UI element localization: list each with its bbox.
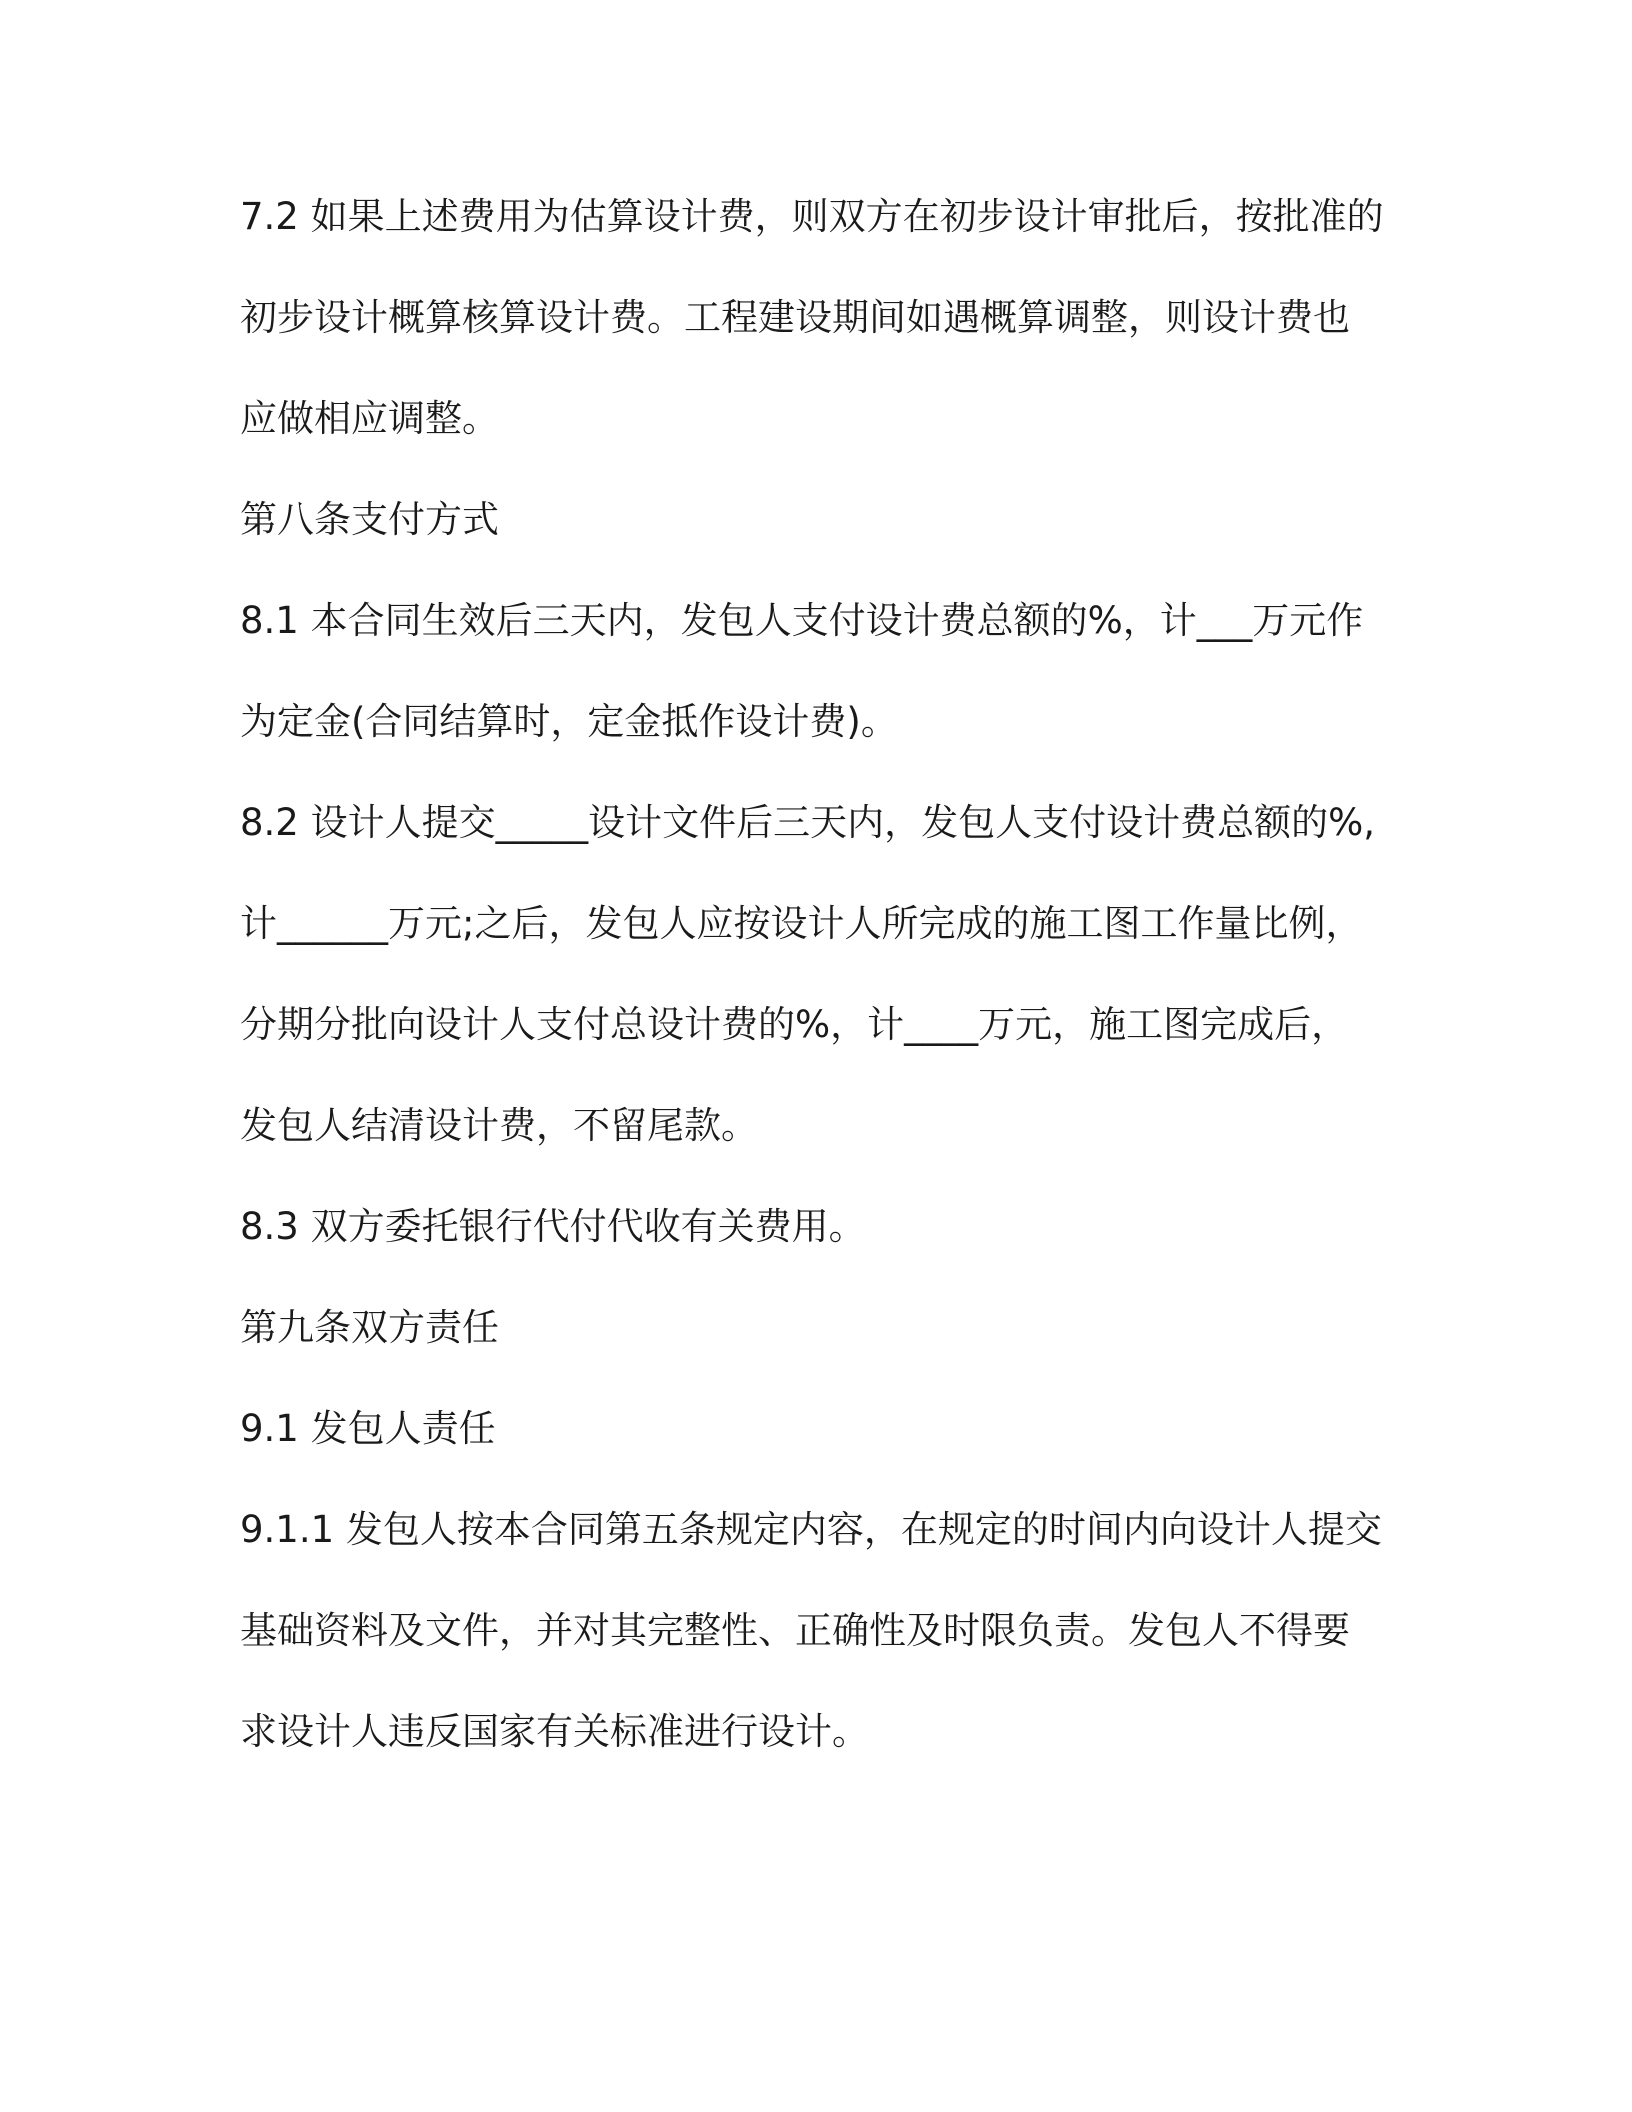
- section-heading-article-8: 第八条支付方式: [240, 498, 499, 541]
- paragraph-8-2-line-1: 8.2 设计人提交_____设计文件后三天内，发包人支付设计费总额的%,: [240, 801, 1376, 844]
- paragraph-8-2-line-3: 分期分批向设计人支付总设计费的%，计____万元，施工图完成后，: [240, 1003, 1349, 1046]
- paragraph-7-2-line-1: 7.2 如果上述费用为估算设计费，则双方在初步设计审批后，按批准的: [240, 195, 1384, 238]
- paragraph-9-1-1-line-1: 9.1.1 发包人按本合同第五条规定内容，在规定的时间内向设计人提交: [240, 1508, 1382, 1551]
- paragraph-9-1-1-line-3: 求设计人违反国家有关标准进行设计。: [240, 1710, 869, 1753]
- paragraph-7-2-line-3: 应做相应调整。: [240, 397, 499, 440]
- paragraph-9-1-1-line-2: 基础资料及文件，并对其完整性、正确性及时限负责。发包人不得要: [240, 1609, 1350, 1652]
- paragraph-8-1-line-1: 8.1 本合同生效后三天内，发包人支付设计费总额的%，计___万元作: [240, 599, 1364, 642]
- subheading-9-1: 9.1 发包人责任: [240, 1407, 496, 1450]
- document-body: [240, 182, 1400, 1798]
- section-heading-article-9: 第九条双方责任: [240, 1306, 499, 1349]
- paragraph-8-3: 8.3 双方委托银行代付代收有关费用。: [240, 1205, 866, 1248]
- paragraph-8-2-line-2: 计______万元;之后，发包人应按设计人所完成的施工图工作量比例，: [240, 902, 1363, 945]
- paragraph-8-1-line-2: 为定金(合同结算时，定金抵作设计费)。: [240, 700, 898, 743]
- paragraph-8-2-line-4: 发包人结清设计费，不留尾款。: [240, 1104, 758, 1147]
- paragraph-7-2-line-2: 初步设计概算核算设计费。工程建设期间如遇概算调整，则设计费也: [240, 296, 1350, 339]
